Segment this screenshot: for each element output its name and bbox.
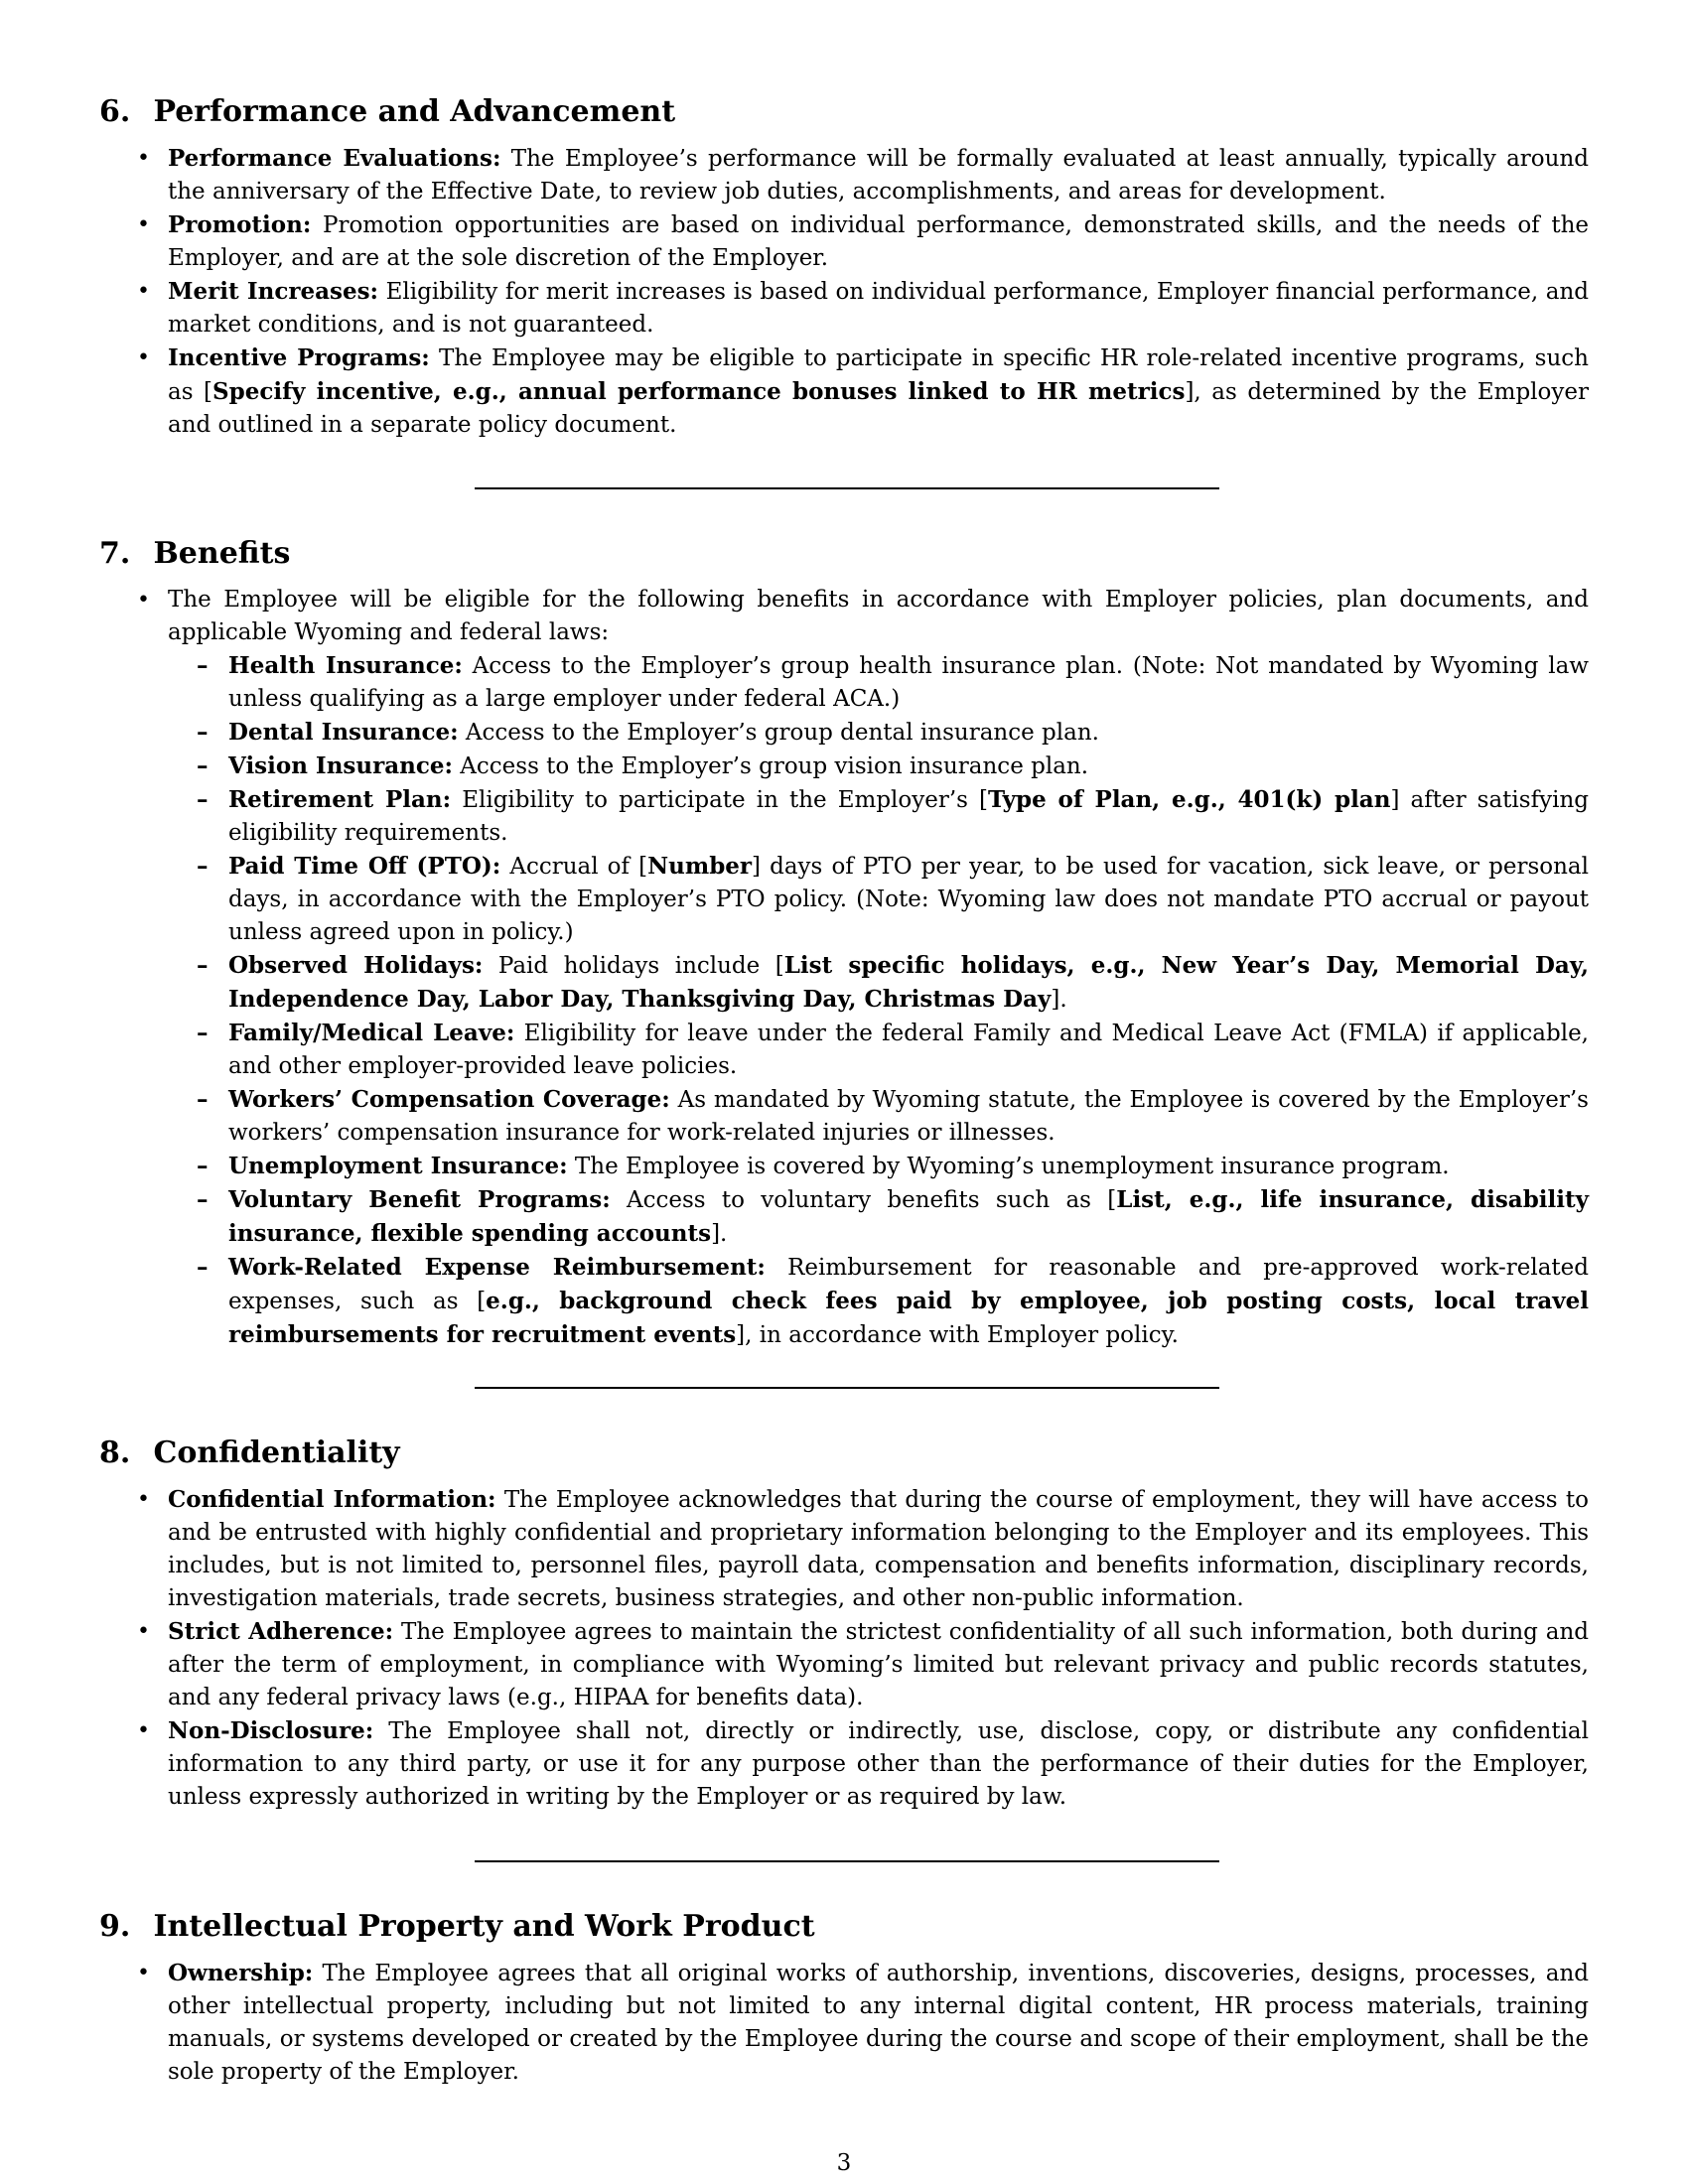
sub-list-item: – Dental Insurance: Access to the Employer’s group dental insurance plan. — [168, 716, 1589, 750]
list-item: • Merit Increases: Eligibility for merit increases is based on individual performance, Employer financial performance, and market conditions, and is not guaranteed. — [99, 275, 1589, 341]
section-6 — [99, 92, 1589, 442]
list-item: • Performance Evaluations: The Employee’s performance will be formally evaluated at least annually, typically around the anniversary of the Effective Date, to review job duties, accomplishments, and areas for development. — [99, 142, 1589, 208]
section-number: 6. — [99, 94, 131, 129]
section-heading — [99, 92, 1589, 132]
section-number: 7. — [99, 536, 131, 571]
sub-list — [168, 649, 1589, 1352]
document-page — [99, 0, 1589, 2184]
sub-list-item: – Voluntary Benefit Programs: Access to voluntary benefits such as [List, e.g., life insurance, disability insurance, flexible spending accounts]. — [168, 1183, 1589, 1251]
page-number: 3 — [836, 2150, 852, 2176]
section-9 — [99, 1907, 1589, 2089]
list-item: • Incentive Programs: The Employee may be eligible to participate in specific HR role-related incentive programs, such as [Specify incentive, e.g., annual performance bonuses linked to HR metrics], as determined by the Employer and outlined in a separate policy document. — [99, 341, 1589, 442]
list-item: • Confidential Information: The Employee acknowledges that during the course of employment, they will have access to and be entrusted with highly confidential and proprietary information belonging to the Employer and its employees. This includes, but is not limited to, personnel files, payroll data, compensation and benefits information, disciplinary records, investigation materials, trade secrets, business strategies, and other non-public information. — [99, 1483, 1589, 1615]
section-number: 8. — [99, 1435, 131, 1470]
bullet-list — [99, 1957, 1589, 2089]
list-item: • Promotion: Promotion opportunities are based on individual performance, demonstrated skills, and the needs of the Employer, and are at the sole discretion of the Employer. — [99, 208, 1589, 275]
sub-list-item: – Vision Insurance: Access to the Employer’s group vision insurance plan. — [168, 750, 1589, 783]
bullet-list — [99, 584, 1589, 1352]
section-title: Confidentiality — [153, 1435, 400, 1470]
section-heading — [99, 1433, 1589, 1473]
sub-list-item: – Work-Related Expense Reimbursement: Reimbursement for reasonable and pre-approved work-related expenses, such as [e.g., background check fees paid by employee, job posting costs, local travel reimbursements for recruitment events], in accordance with Employer policy. — [168, 1251, 1589, 1352]
section-title: Intellectual Property and Work Product — [153, 1909, 815, 1944]
sub-list-item: – Retirement Plan: Eligibility to participate in the Employer’s [Type of Plan, e.g., 401(k) plan] after satisfying eligibility requirements. — [168, 783, 1589, 850]
bullet-list — [99, 1483, 1589, 1814]
list-item: • Strict Adherence: The Employee agrees to maintain the strictest confidentiality of all such information, both during and after the term of employment, in compliance with Wyoming’s limited but relevant privacy and public records statutes, and any federal privacy laws (e.g., HIPAA for benefits data). — [99, 1615, 1589, 1714]
sub-list-item: – Observed Holidays: Paid holidays include [List specific holidays, e.g., New Year’s Day, Memorial Day, Independence Day, Labor Day, Thanksgiving Day, Christmas Day]. — [168, 949, 1589, 1017]
section-7 — [99, 534, 1589, 1352]
section-title: Benefits — [153, 536, 291, 571]
section-heading — [99, 1907, 1589, 1947]
section-divider — [475, 1387, 1219, 1389]
section-heading — [99, 534, 1589, 574]
section-title: Performance and Advancement — [153, 94, 676, 129]
section-8 — [99, 1433, 1589, 1814]
section-number: 9. — [99, 1909, 131, 1944]
sub-list-item: – Workers’ Compensation Coverage: As mandated by Wyoming statute, the Employee is covered by the Employer’s workers’ compensation insurance for work-related injuries or illnesses. — [168, 1083, 1589, 1150]
section-divider — [475, 1860, 1219, 1862]
sub-list-item: – Family/Medical Leave: Eligibility for leave under the federal Family and Medical Leave Act (FMLA) if applicable, and other employer-provided leave policies. — [168, 1017, 1589, 1083]
section-divider — [475, 487, 1219, 489]
list-item: • The Employee will be eligible for the following benefits in accordance with Employer policies, plan documents, and applicable Wyoming and federal laws: – Health Insurance: Access to the Employer’s group health insurance plan. (Note: Not mandated by Wyoming law unless qualifying as a large employer under federal ACA.) – Dental Insurance: Access to the Employer’s group dental insurance plan. – Vision Insurance: Access to the Employer’s group vision insurance plan. – Retirement Plan: Eligibility to participate in the Employer’s [Type of Plan, e.g., 401(k) plan] after satisfying eligibility requirements. – Paid Time Off (PTO): Accrual of [Number] days of PTO per year, to be used for vacation, sick leave, or personal days, in accordance with the Employer’s PTO policy. (Note: Wyoming law does not mandate PTO accrual or payout unless agreed upon in policy.) – Observed Holidays: Paid holidays include [List specific holidays, e.g., New Year’s Day, Memorial Day, Independence Day, Labor Day, Thanksgiving Day, Christmas Day]. – Family/Medical Leave: Eligibility for leave under the federal Family and Medical Leave Act (FMLA) if applicable, and other employer-provided leave policies. – Workers’ Compensation Coverage: As mandated by Wyoming statute, the Employee is covered by the Employer’s workers’ compensation insurance for work-related injuries or illnesses. – Unemployment Insurance: The Employee is covered by Wyoming’s unemployment insurance program. – Voluntary Benefit Programs: Access to voluntary benefits such as [List, e.g., life insurance, disability insurance, flexible spending accounts]. – Work-Related Expense Reimbursement: Reimbursement for reasonable and pre-approved work-related expenses, such as [e.g., background check fees paid by employee, job posting costs, local travel reimbursements for recruitment events], in accordance with Employer policy. — [99, 584, 1589, 1352]
sub-list-item: – Unemployment Insurance: The Employee is covered by Wyoming’s unemployment insurance program. — [168, 1150, 1589, 1183]
list-item: • Non-Disclosure: The Employee shall not, directly or indirectly, use, disclose, copy, or distribute any confidential information to any third party, or use it for any purpose other than the performance of their duties for the Employer, unless expressly authorized in writing by the Employer or as required by law. — [99, 1714, 1589, 1814]
list-item: • Ownership: The Employee agrees that all original works of authorship, inventions, discoveries, designs, processes, and other intellectual property, including but not limited to any internal digital content, HR process materials, training manuals, or systems developed or created by the Employee during the course and scope of their employment, shall be the sole property of the Employer. — [99, 1957, 1589, 2089]
sub-list-item: – Paid Time Off (PTO): Accrual of [Number] days of PTO per year, to be used for vacation, sick leave, or personal days, in accordance with the Employer’s PTO policy. (Note: Wyoming law does not mandate PTO accrual or payout unless agreed upon in policy.) — [168, 850, 1589, 949]
sub-list-item: – Health Insurance: Access to the Employer’s group health insurance plan. (Note: Not mandated by Wyoming law unless qualifying as a large employer under federal ACA.) — [168, 649, 1589, 716]
bullet-list — [99, 142, 1589, 442]
